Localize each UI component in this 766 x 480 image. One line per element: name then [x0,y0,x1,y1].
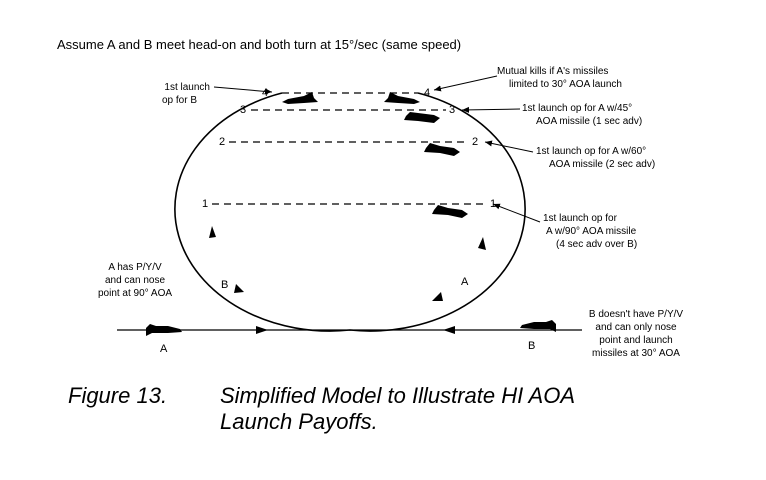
ground-arrow-a [256,326,268,334]
note-line: A has P/Y/V [108,262,162,273]
note-line: A w/90° AOA missile [546,226,637,237]
turn-arrow-a-lower [432,292,443,301]
point-4-left: 4 [262,87,269,99]
turn-arrow-a-upper [478,237,486,250]
note-line: point and launch [599,335,673,346]
note-line: (4 sec adv over B) [556,239,638,250]
aircraft-a-pos1-icon [432,205,468,218]
note-line: 1st launch [164,82,210,93]
note-line: 1st launch op for [543,213,617,224]
label-a-start: A [160,343,168,355]
point-2-right: 2 [472,136,479,148]
figure-number: Figure 13. [68,383,168,408]
point-1-right: 1 [490,198,497,210]
leader-a-45 [462,109,520,110]
note-line: missiles at 30° AOA [592,348,680,359]
aircraft-a-pos2-icon [424,143,460,156]
note-line: and can nose [104,275,166,286]
leader-a-60 [485,142,533,152]
note-line: and can only nose [595,322,677,333]
point-3-right: 3 [449,104,456,116]
note-line: 1st launch op for A w/60° [536,146,647,157]
note-line: AOA missile (2 sec adv) [549,159,656,170]
point-1-left: 1 [202,198,209,210]
turn-arrow-b-upper [209,226,216,238]
note-line: AOA missile (1 sec adv) [536,116,643,127]
label-a-circle: A [461,276,469,288]
label-b-circle: B [221,279,229,291]
point-3-left: 3 [240,104,247,116]
point-2-left: 2 [219,136,226,148]
aircraft-a-pos3-icon [404,112,440,123]
aircraft-a-start-icon [146,324,182,336]
note-line: B doesn't have P/Y/V [588,309,684,320]
leader-a-90 [493,204,540,222]
turn-arrow-b-lower [234,284,244,293]
turn-circle [175,93,525,331]
note-line: 1st launch op for A w/45° [522,103,633,114]
leader-mutual-kills [434,76,497,90]
note-line: Mutual kills if A's missiles [497,66,609,77]
figure-caption-line-2: Launch Payoffs. [220,409,378,434]
point-4-right: 4 [424,87,431,99]
aircraft-b-top-icon [282,92,318,104]
diagram-heading: Assume A and B meet head-on and both turn at 15°/sec (same speed) [57,37,462,52]
note-line: point at 90° AOA [97,288,173,299]
note-line: op for B [161,95,197,106]
label-b-start: B [528,340,536,352]
aircraft-a-top-icon [384,92,420,104]
note-line: limited to 30° AOA launch [509,79,622,90]
figure-caption-line-1: Simplified Model to Illustrate HI AOA [220,383,575,408]
ground-arrow-b [443,326,455,334]
